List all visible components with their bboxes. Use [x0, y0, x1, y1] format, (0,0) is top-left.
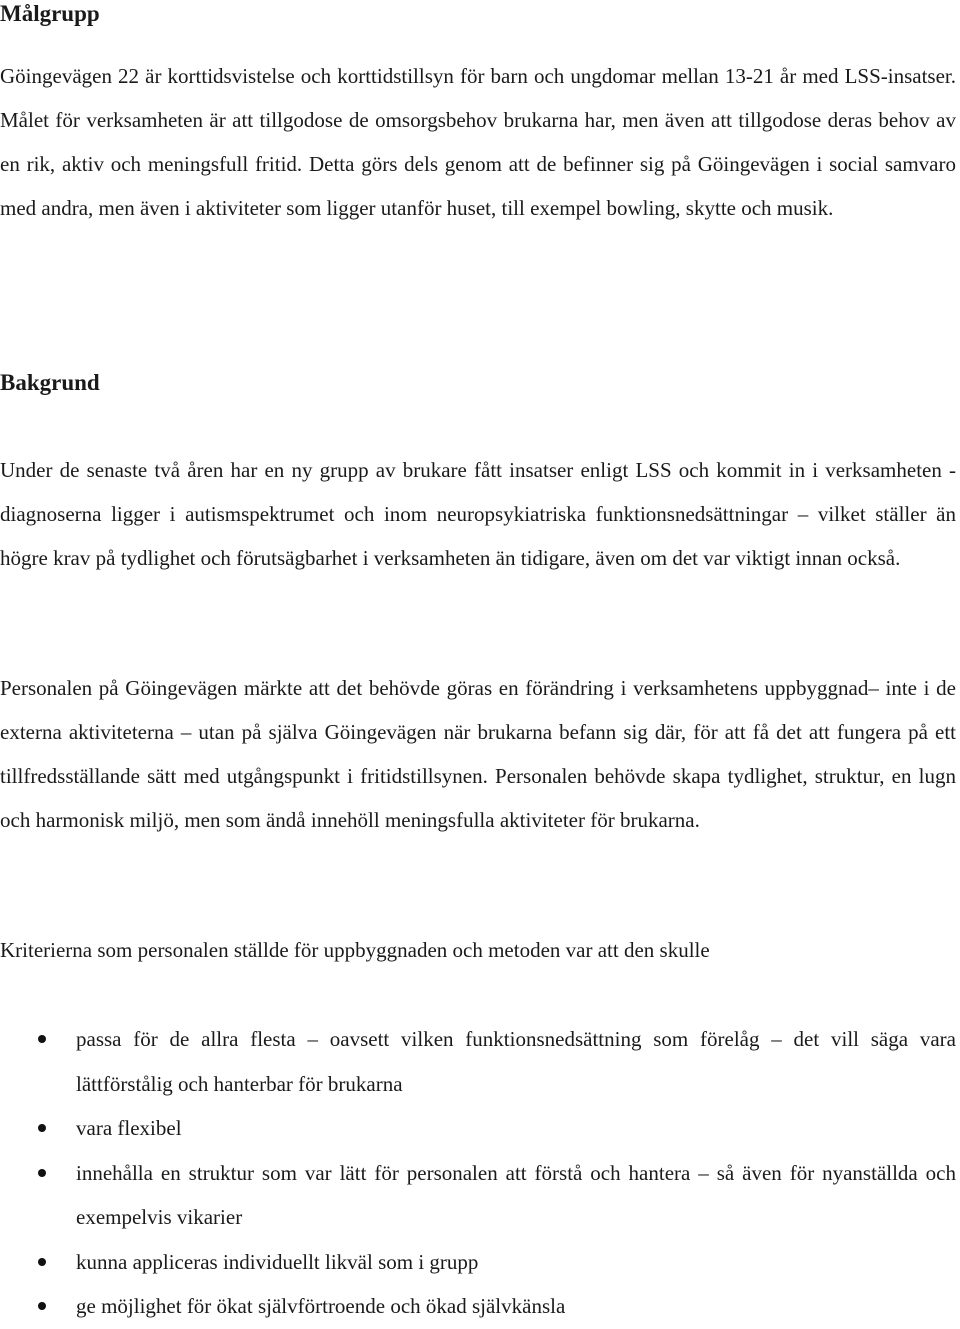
list-item-text: kunna appliceras individuellt likväl som i grupp	[76, 1249, 479, 1274]
paragraph-bakgrund-1: Under de senaste två åren har en ny grupp av brukare fått insatser enligt LSS och kommit in i verksamheten - diagnoserna ligger i autismspektrumet och inom neuropsykiatriska funktionsnedsättningar – vilket ställer än högre krav på tydlighet och förutsägbarhet i verksamheten än tidigare, även om det var viktigt innan också.	[0, 458, 956, 570]
paragraph-kriterier-intro: Kriterierna som personalen ställde för uppbyggnaden och metoden var att den skulle	[0, 938, 710, 962]
bullet-icon	[38, 1169, 46, 1177]
list-item	[0, 1106, 956, 1151]
heading-bakgrund: Bakgrund	[0, 370, 100, 395]
list-item	[0, 1017, 956, 1106]
list-item-text: innehålla en struktur som var lätt för personalen att förstå och hantera – så även för nyanställda och exempelvis vikarier	[76, 1160, 956, 1229]
list-item-text: vara flexibel	[76, 1116, 182, 1140]
bullet-icon	[38, 1124, 46, 1132]
list-item-text: passa för de allra flesta – oavsett vilken funktionsnedsättning som förelåg – det vill säga vara lättförstålig och hanterbar för brukarna	[76, 1027, 956, 1096]
list-item-text: ge möjlighet för ökat självförtroende och ökad självkänsla	[76, 1294, 566, 1318]
list-item	[0, 1151, 956, 1240]
list-item	[0, 1284, 956, 1329]
bullet-icon	[38, 1302, 46, 1310]
heading-malgrupp: Målgrupp	[0, 1, 100, 26]
paragraph-malgrupp: Göingevägen 22 är korttidsvistelse och korttidstillsyn för barn och ungdomar mellan 13-21 år med LSS-insatser. Målet för verksamheten är att tillgodose de omsorgsbehov brukarna har, men även att tillgodose deras behov av en rik, aktiv och meningsfull fritid. Detta görs dels genom att de befinner sig på Göingevägen i social samvaro med andra, men även i aktiviteter som ligger utanför huset, till exempel bowling, skytte och musik.	[0, 64, 956, 220]
list-item	[0, 1240, 956, 1285]
paragraph-bakgrund-2: Personalen på Göingevägen märkte att det behövde göras en förändring i verksamhetens uppbyggnad– inte i de externa aktiviteterna – utan på själva Göingevägen när brukarna befann sig där, för att få det att fungera på ett tillfredsställande sätt med utgångspunkt i fritidstillsynen. Personalen behövde skapa tydlighet, struktur, en lugn och harmonisk miljö, men som ändå innehöll meningsfulla aktiviteter för brukarna.	[0, 676, 956, 832]
bullet-icon	[38, 1258, 46, 1266]
criteria-list	[0, 1017, 956, 1329]
bullet-icon	[38, 1035, 46, 1043]
